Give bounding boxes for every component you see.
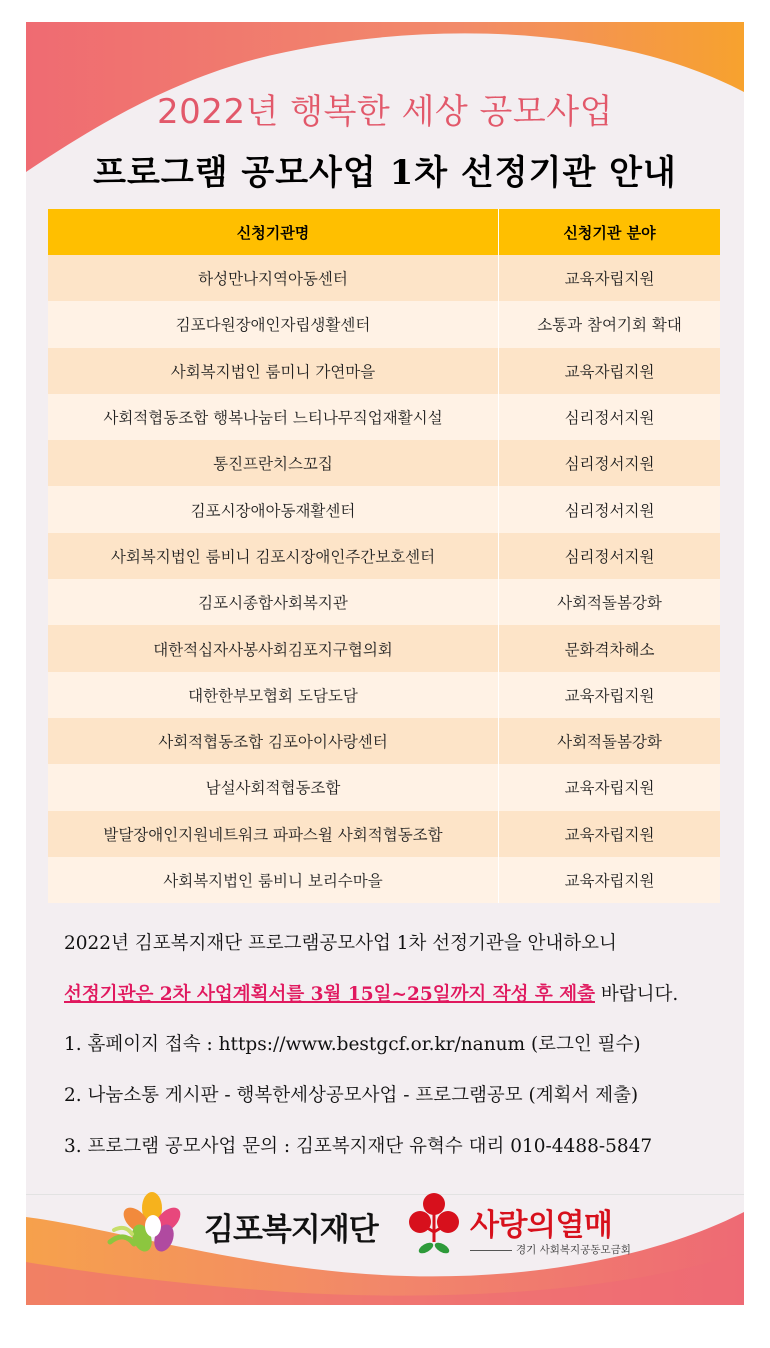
field-cell: 사회적돌봄강화: [557, 594, 662, 613]
table-row: [48, 533, 720, 579]
org-name-cell: 사회복지법인 룸비니 김포시장애인주간보호센터: [48, 533, 499, 579]
selection-table: [48, 209, 720, 903]
field-cell: 심리정서지원: [564, 455, 655, 474]
notice-step-3: 3. 프로그램 공모사업 문의 : 김포복지재단 유혁수 대리 010-4488-5847: [64, 1136, 653, 1157]
org-name-cell: 남설사회적협동조합: [48, 764, 499, 810]
field-cell: 심리정서지원: [564, 409, 655, 428]
table-row: [48, 394, 720, 440]
table-row: [48, 857, 720, 903]
table-row: [48, 625, 720, 671]
field-cell: 문화격차해소: [564, 640, 655, 659]
org-name-cell: 사회적협동조합 행복나눔터 느티나무직업재활시설: [48, 394, 499, 440]
field-cell: 교육자립지원: [564, 825, 655, 844]
field-cell: 심리정서지원: [564, 501, 655, 520]
field-cell: 교육자립지원: [564, 686, 655, 705]
org-name-cell: 대한적십자사봉사회김포지구협의회: [48, 625, 499, 671]
table-header: [48, 209, 720, 255]
field-cell: 사회적돌봄강화: [557, 733, 662, 752]
column-header-org: 신청기관명: [48, 209, 499, 255]
flower-logo-icon: [106, 1190, 198, 1260]
table-row: [48, 301, 720, 347]
fruit-of-love-logo: [404, 1190, 704, 1270]
table-row: [48, 718, 720, 764]
field-cell: 교육자립지원: [564, 872, 655, 890]
logo2-text: 사랑의열매: [470, 1208, 613, 1243]
logo1-text: 김포복지재단: [204, 1212, 378, 1248]
org-name-cell: 사회적협동조합 김포아이사랑센터: [48, 718, 499, 764]
gimpo-welfare-foundation-logo: [106, 1190, 386, 1260]
notice-step-1: 1. 홈페이지 접속 : https://www.bestgcf.or.kr/nanum (로그인 필수): [64, 1034, 641, 1055]
table-row: [48, 579, 720, 625]
notice-step-2: 2. 나눔소통 게시판 - 행복한세상공모사업 - 프로그램공모 (계획서 제출): [64, 1085, 639, 1106]
logo2-subtext: 경기 사회복지공동모금회: [470, 1242, 631, 1257]
three-berries-icon: [404, 1190, 466, 1262]
notice-line-2: [64, 980, 678, 1006]
field-cell: 교육자립지원: [564, 362, 655, 381]
field-cell: 소통과 참여기회 확대: [537, 316, 682, 335]
org-name-cell: 발달장애인지원네트워크 파파스윌 사회적협동조합: [48, 811, 499, 857]
org-name-cell: 대한한부모협회 도담도담: [48, 672, 499, 718]
org-name-cell: 통진프란치스꼬집: [48, 440, 499, 486]
page-subtitle: 프로그램 공모사업 1차 선정기관 안내: [93, 153, 677, 193]
org-name-cell: 김포다원장애인자립생활센터: [48, 301, 499, 347]
table-row: [48, 255, 720, 301]
field-cell: 교육자립지원: [564, 779, 655, 798]
deadline-highlight: 선정기관은 2차 사업계획서를 3월 15일~25일까지 작성 후 제출: [64, 984, 595, 1005]
org-name-cell: 김포시종합사회복지관: [48, 579, 499, 625]
org-name-cell: 사회복지법인 룸미니 가연마을: [48, 348, 499, 394]
table-row: [48, 672, 720, 718]
page-title: 2022년 행복한 세상 공모사업: [157, 92, 613, 132]
table-row: [48, 811, 720, 857]
table-body: [48, 255, 720, 903]
table-row: [48, 486, 720, 532]
org-name-cell: 하성만나지역아동센터: [48, 255, 499, 301]
column-header-field: 신청기관 분야: [563, 223, 656, 242]
table-row: [48, 764, 720, 810]
org-name-cell: 사회복지법인 룸비니 보리수마을: [48, 857, 499, 903]
notice-card: [26, 22, 744, 1305]
org-name-cell: 김포시장애아동재활센터: [48, 486, 499, 532]
field-cell: 교육자립지원: [564, 270, 655, 289]
notice-line-2-rest: 바랍니다.: [600, 984, 679, 1005]
field-cell: 심리정서지원: [564, 547, 655, 566]
table-row: [48, 348, 720, 394]
notice-line-1: 2022년 김포복지재단 프로그램공모사업 1차 선정기관을 안내하오니: [64, 933, 617, 954]
table-row: [48, 440, 720, 486]
